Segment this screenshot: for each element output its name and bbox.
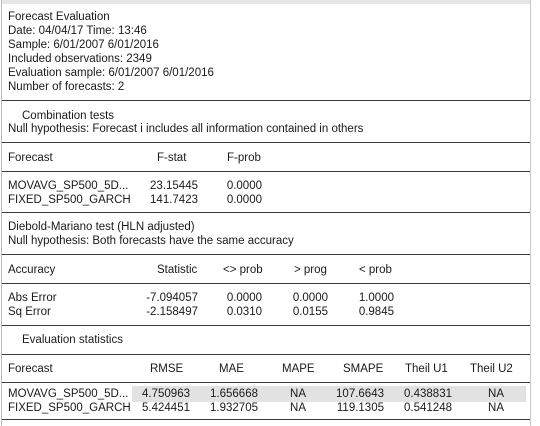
combination-row-fstat: 141.7423 (150, 194, 198, 206)
diebold-header-ne-prob: <> prob (223, 264, 263, 276)
date-time-line: Date: 04/04/17 Time: 13:46 (8, 25, 147, 37)
combination-row-name: MOVAVG_SP500_5D... (8, 180, 129, 192)
diebold-row-lt-prob: 1.0000 (358, 292, 394, 304)
evaluation-statistics-title: Evaluation statistics (22, 334, 123, 346)
evaluation-row-mape: NA (290, 402, 306, 414)
evaluation-row-smape: 107.6643 (336, 388, 384, 400)
number-of-forecasts-line: Number of forecasts: 2 (8, 81, 125, 93)
evaluation-header-rmse: RMSE (150, 363, 184, 375)
evaluation-row-rmse: 4.750963 (142, 388, 190, 400)
evaluation-header-mae: MAE (219, 363, 244, 375)
table-header-rule (2, 382, 530, 383)
combination-null-hypothesis: Null hypothesis: Forecast i includes all information contained in others (8, 123, 364, 135)
combination-header-fstat: F-stat (157, 152, 187, 164)
table-header-rule (2, 171, 530, 172)
combination-header-forecast: Forecast (8, 152, 53, 164)
window-top-edge (1, 0, 531, 4)
output-title: Forecast Evaluation (8, 11, 110, 23)
diebold-row-lt-prob: 0.9845 (358, 306, 394, 318)
diebold-mariano-title: Diebold-Mariano test (HLN adjusted) (8, 221, 195, 233)
evaluation-row-smape: 119.1305 (336, 402, 384, 414)
diebold-row-name: Abs Error (8, 292, 57, 304)
section-divider (2, 325, 530, 326)
sample-line: Sample: 6/01/2007 6/01/2016 (8, 39, 159, 51)
window-right-border (530, 0, 531, 426)
diebold-row-ne-prob: 0.0310 (226, 306, 262, 318)
evaluation-header-forecast: Forecast (8, 363, 53, 375)
combination-tests-title: Combination tests (22, 110, 115, 122)
table-header-rule (2, 283, 530, 284)
included-observations-line: Included observations: 2349 (8, 53, 152, 65)
table-top-rule (2, 254, 530, 255)
evaluation-row-name: MOVAVG_SP500_5D... (8, 388, 129, 400)
diebold-null-hypothesis: Null hypothesis: Both forecasts have the same accuracy (8, 235, 294, 247)
combination-row-fstat: 23.15445 (150, 180, 198, 192)
combination-header-fprob: F-prob (227, 152, 261, 164)
combination-row-name: FIXED_SP500_GARCH (8, 194, 131, 206)
evaluation-sample-line: Evaluation sample: 6/01/2007 6/01/2016 (8, 67, 214, 79)
diebold-row-statistic: -7.094057 (146, 292, 198, 304)
evaluation-header-theil-u1: Theil U1 (405, 363, 448, 375)
evaluation-row-theil-u1: 0.541248 (404, 402, 452, 414)
evaluation-header-smape: SMAPE (343, 363, 384, 375)
table-top-rule (2, 142, 530, 143)
diebold-row-gt-prob: 0.0000 (292, 292, 328, 304)
diebold-row-name: Sq Error (8, 306, 51, 318)
table-bottom-rule (2, 419, 530, 420)
evaluation-row-theil-u2: NA (488, 388, 504, 400)
section-divider (2, 212, 530, 213)
diebold-header-lt-prob: < prob (359, 264, 392, 276)
diebold-row-statistic: -2.158497 (146, 306, 198, 318)
evaluation-row-mae: 1.656668 (210, 388, 258, 400)
combination-row-fprob: 0.0000 (226, 194, 262, 206)
evaluation-row-theil-u1: 0.438831 (404, 388, 452, 400)
diebold-row-ne-prob: 0.0000 (226, 292, 262, 304)
window-left-border (1, 0, 2, 426)
table-top-rule (2, 354, 530, 355)
diebold-header-accuracy: Accuracy (8, 264, 56, 276)
diebold-header-gt-prob: > prog (294, 264, 327, 276)
combination-row-fprob: 0.0000 (226, 180, 262, 192)
section-divider (2, 100, 530, 101)
diebold-row-gt-prob: 0.0155 (292, 306, 328, 318)
evaluation-row-theil-u2: NA (488, 402, 504, 414)
evaluation-header-mape: MAPE (282, 363, 315, 375)
evaluation-row-rmse: 5.424451 (142, 402, 190, 414)
evaluation-header-theil-u2: Theil U2 (470, 363, 513, 375)
evaluation-row-mape: NA (290, 388, 306, 400)
evaluation-row-name: FIXED_SP500_GARCH (8, 402, 131, 414)
diebold-header-statistic: Statistic (157, 264, 198, 276)
evaluation-row-mae: 1.932705 (210, 402, 258, 414)
